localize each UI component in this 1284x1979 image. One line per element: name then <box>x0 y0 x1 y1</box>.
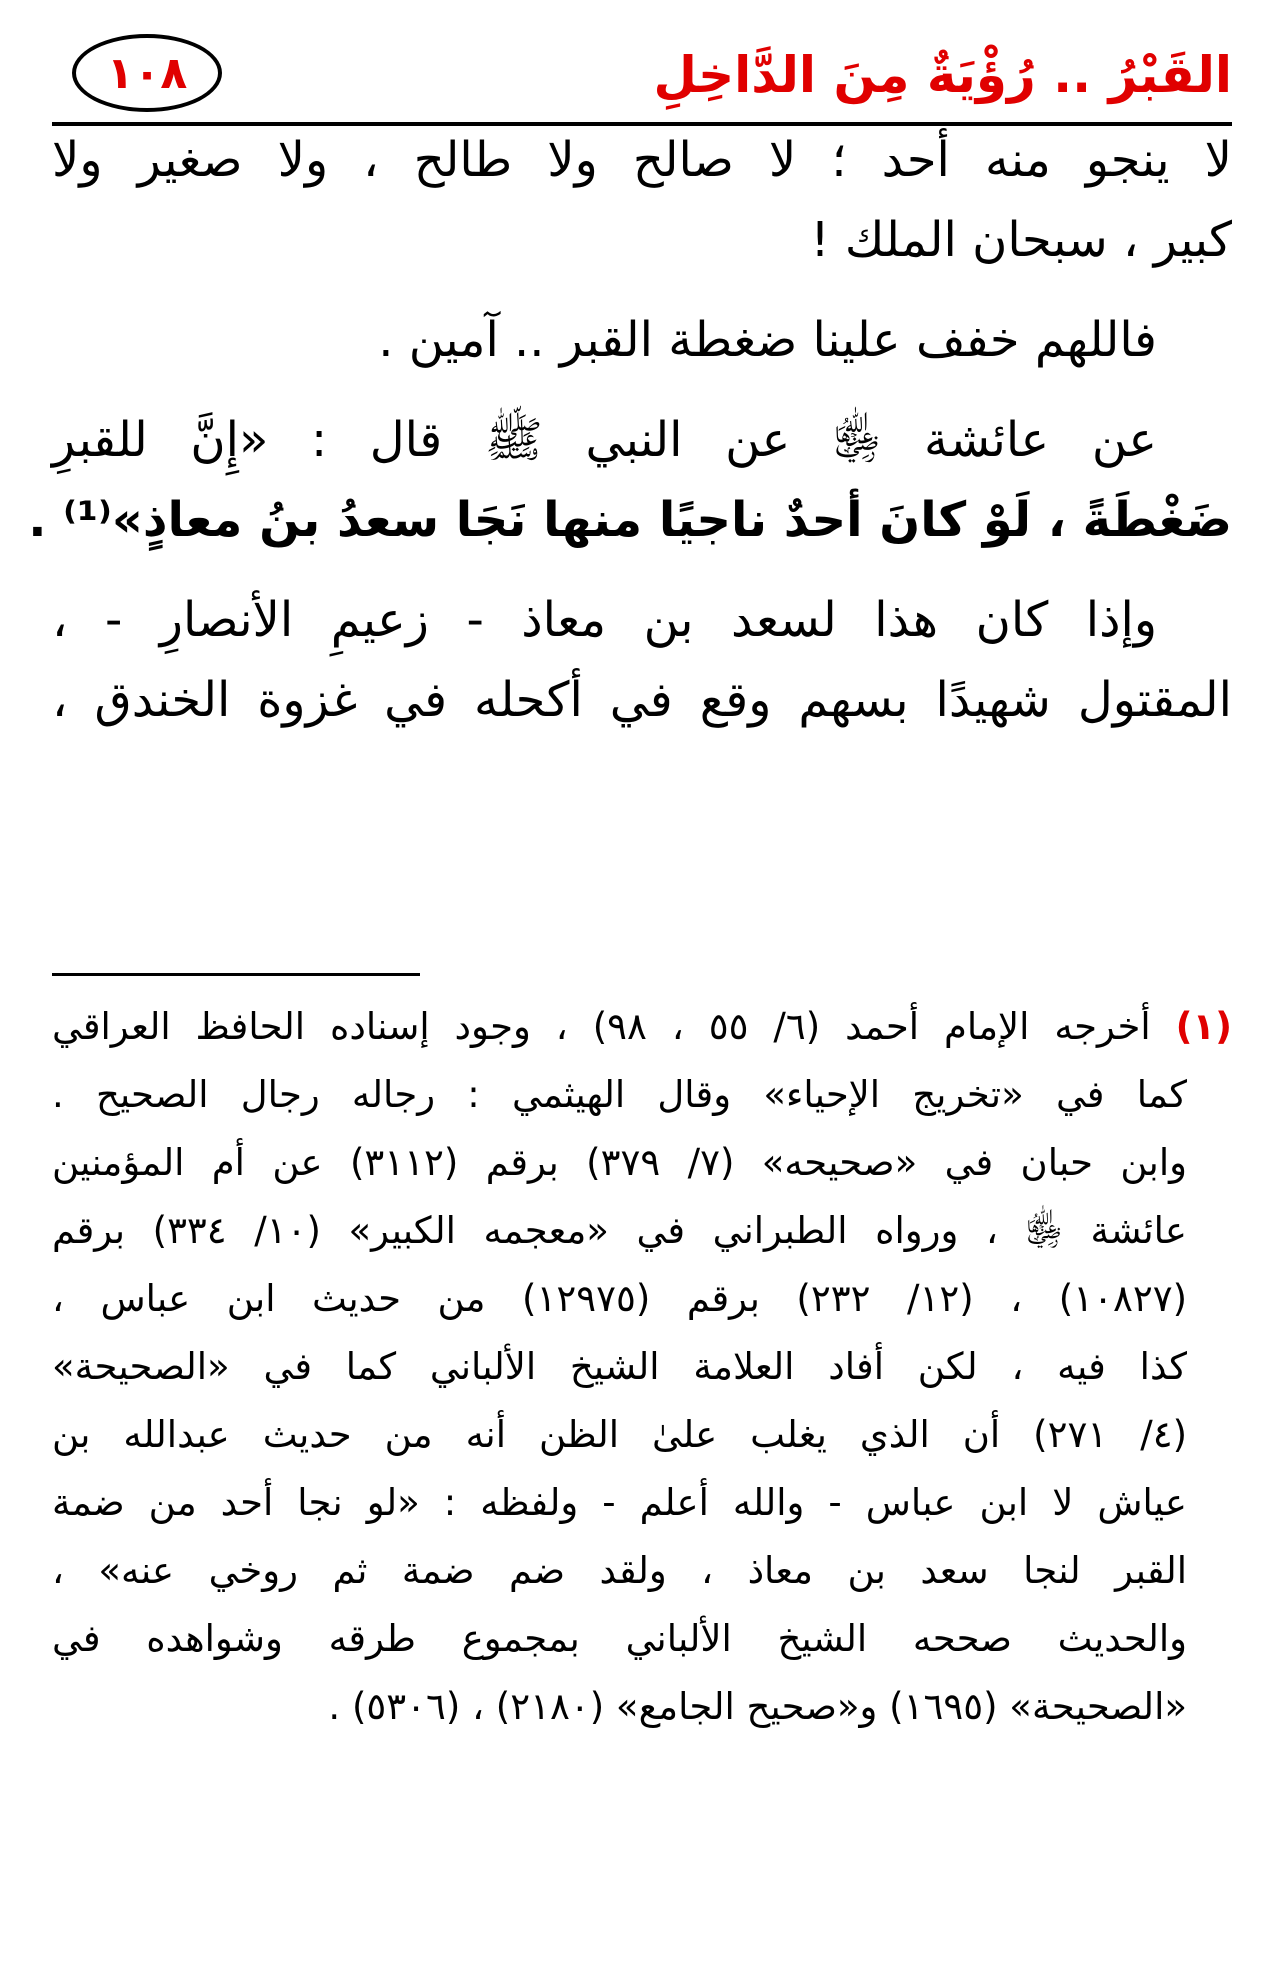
footnote-text: أخرجه الإمام أحمد (٦/ ٥٥ ، ٩٨) ، وجود إسناده الحافظ العراقي <box>52 1005 1151 1048</box>
footnote-line <box>52 995 1232 1059</box>
footnote-marker: (١) <box>1175 1005 1232 1048</box>
page-header <box>52 28 1232 124</box>
footnote-line: «الصحيحة» (١٦٩٥) و«صحيح الجامع» (٢١٨٠) ، (٥٣٠٦) . <box>328 1685 1187 1728</box>
running-title: القَبْرُ .. رُؤْيَةٌ مِنَ الدَّاخِلِ <box>653 46 1232 104</box>
page-number: ١٠٨ <box>72 34 222 112</box>
body-line: فاللهم خفف علينا ضغطة القبر .. آمين . <box>378 312 1157 368</box>
body-line: كبير ، سبحان الملك ! <box>810 212 1232 268</box>
footnote-divider <box>52 973 420 976</box>
footnote-line: كذا فيه ، لكن أفاد العلامة الشيخ الألباني كما في «الصحيحة» <box>52 1345 1187 1388</box>
footnote-line: والحديث صححه الشيخ الألباني بمجموع طرقه وشواهده في <box>52 1617 1187 1660</box>
footnote-line: (٤/ ٢٧١) أن الذي يغلب علىٰ الظن أنه من حديث عبدالله بن <box>52 1413 1187 1456</box>
footnote-line: وابن حبان في «صحيحه» (٧/ ٣٧٩) برقم (٣١١٢) عن أم المؤمنين <box>52 1141 1187 1184</box>
footnote-line: عياش لا ابن عباس - والله أعلم - ولفظه : «لو نجا أحد من ضمة <box>52 1481 1187 1524</box>
body-line: لا ينجو منه أحد ؛ لا صالح ولا طالح ، ولا صغير ولا <box>52 132 1232 188</box>
footnote-line: عائشة ﵂ ، ورواه الطبراني في «معجمه الكبير» (١٠/ ٣٣٤) برقم <box>52 1209 1187 1252</box>
footnote-line: القبر لنجا سعد بن معاذ ، ولقد ضم ضمة ثم روخي عنه» ، <box>52 1549 1187 1592</box>
footnote-line: (١٠٨٢٧) ، (١٢/ ٢٣٢) برقم (١٢٩٧٥) من حديث ابن عباس ، <box>52 1277 1188 1320</box>
body-line: وإذا كان هذا لسعد بن معاذ - زعيمِ الأنصارِ - ، <box>52 592 1157 648</box>
body-line-hadith: ضَغْطَةً ، لَوْ كانَ أحدٌ ناجيًا منها نَجَا سعدُ بنُ معاذٍ»⁽¹⁾ . <box>28 492 1232 548</box>
body-line: عن عائشة ﵂ عن النبي ﷺ قال : «إِنَّ للقبرِ <box>52 412 1157 468</box>
footnote-line: كما في «تخريج الإحياء» وقال الهيثمي : رجاله رجال الصحيح . <box>52 1073 1187 1116</box>
body-line: المقتول شهيدًا بسهم وقع في أكحله في غزوة الخندق ، <box>52 672 1232 728</box>
